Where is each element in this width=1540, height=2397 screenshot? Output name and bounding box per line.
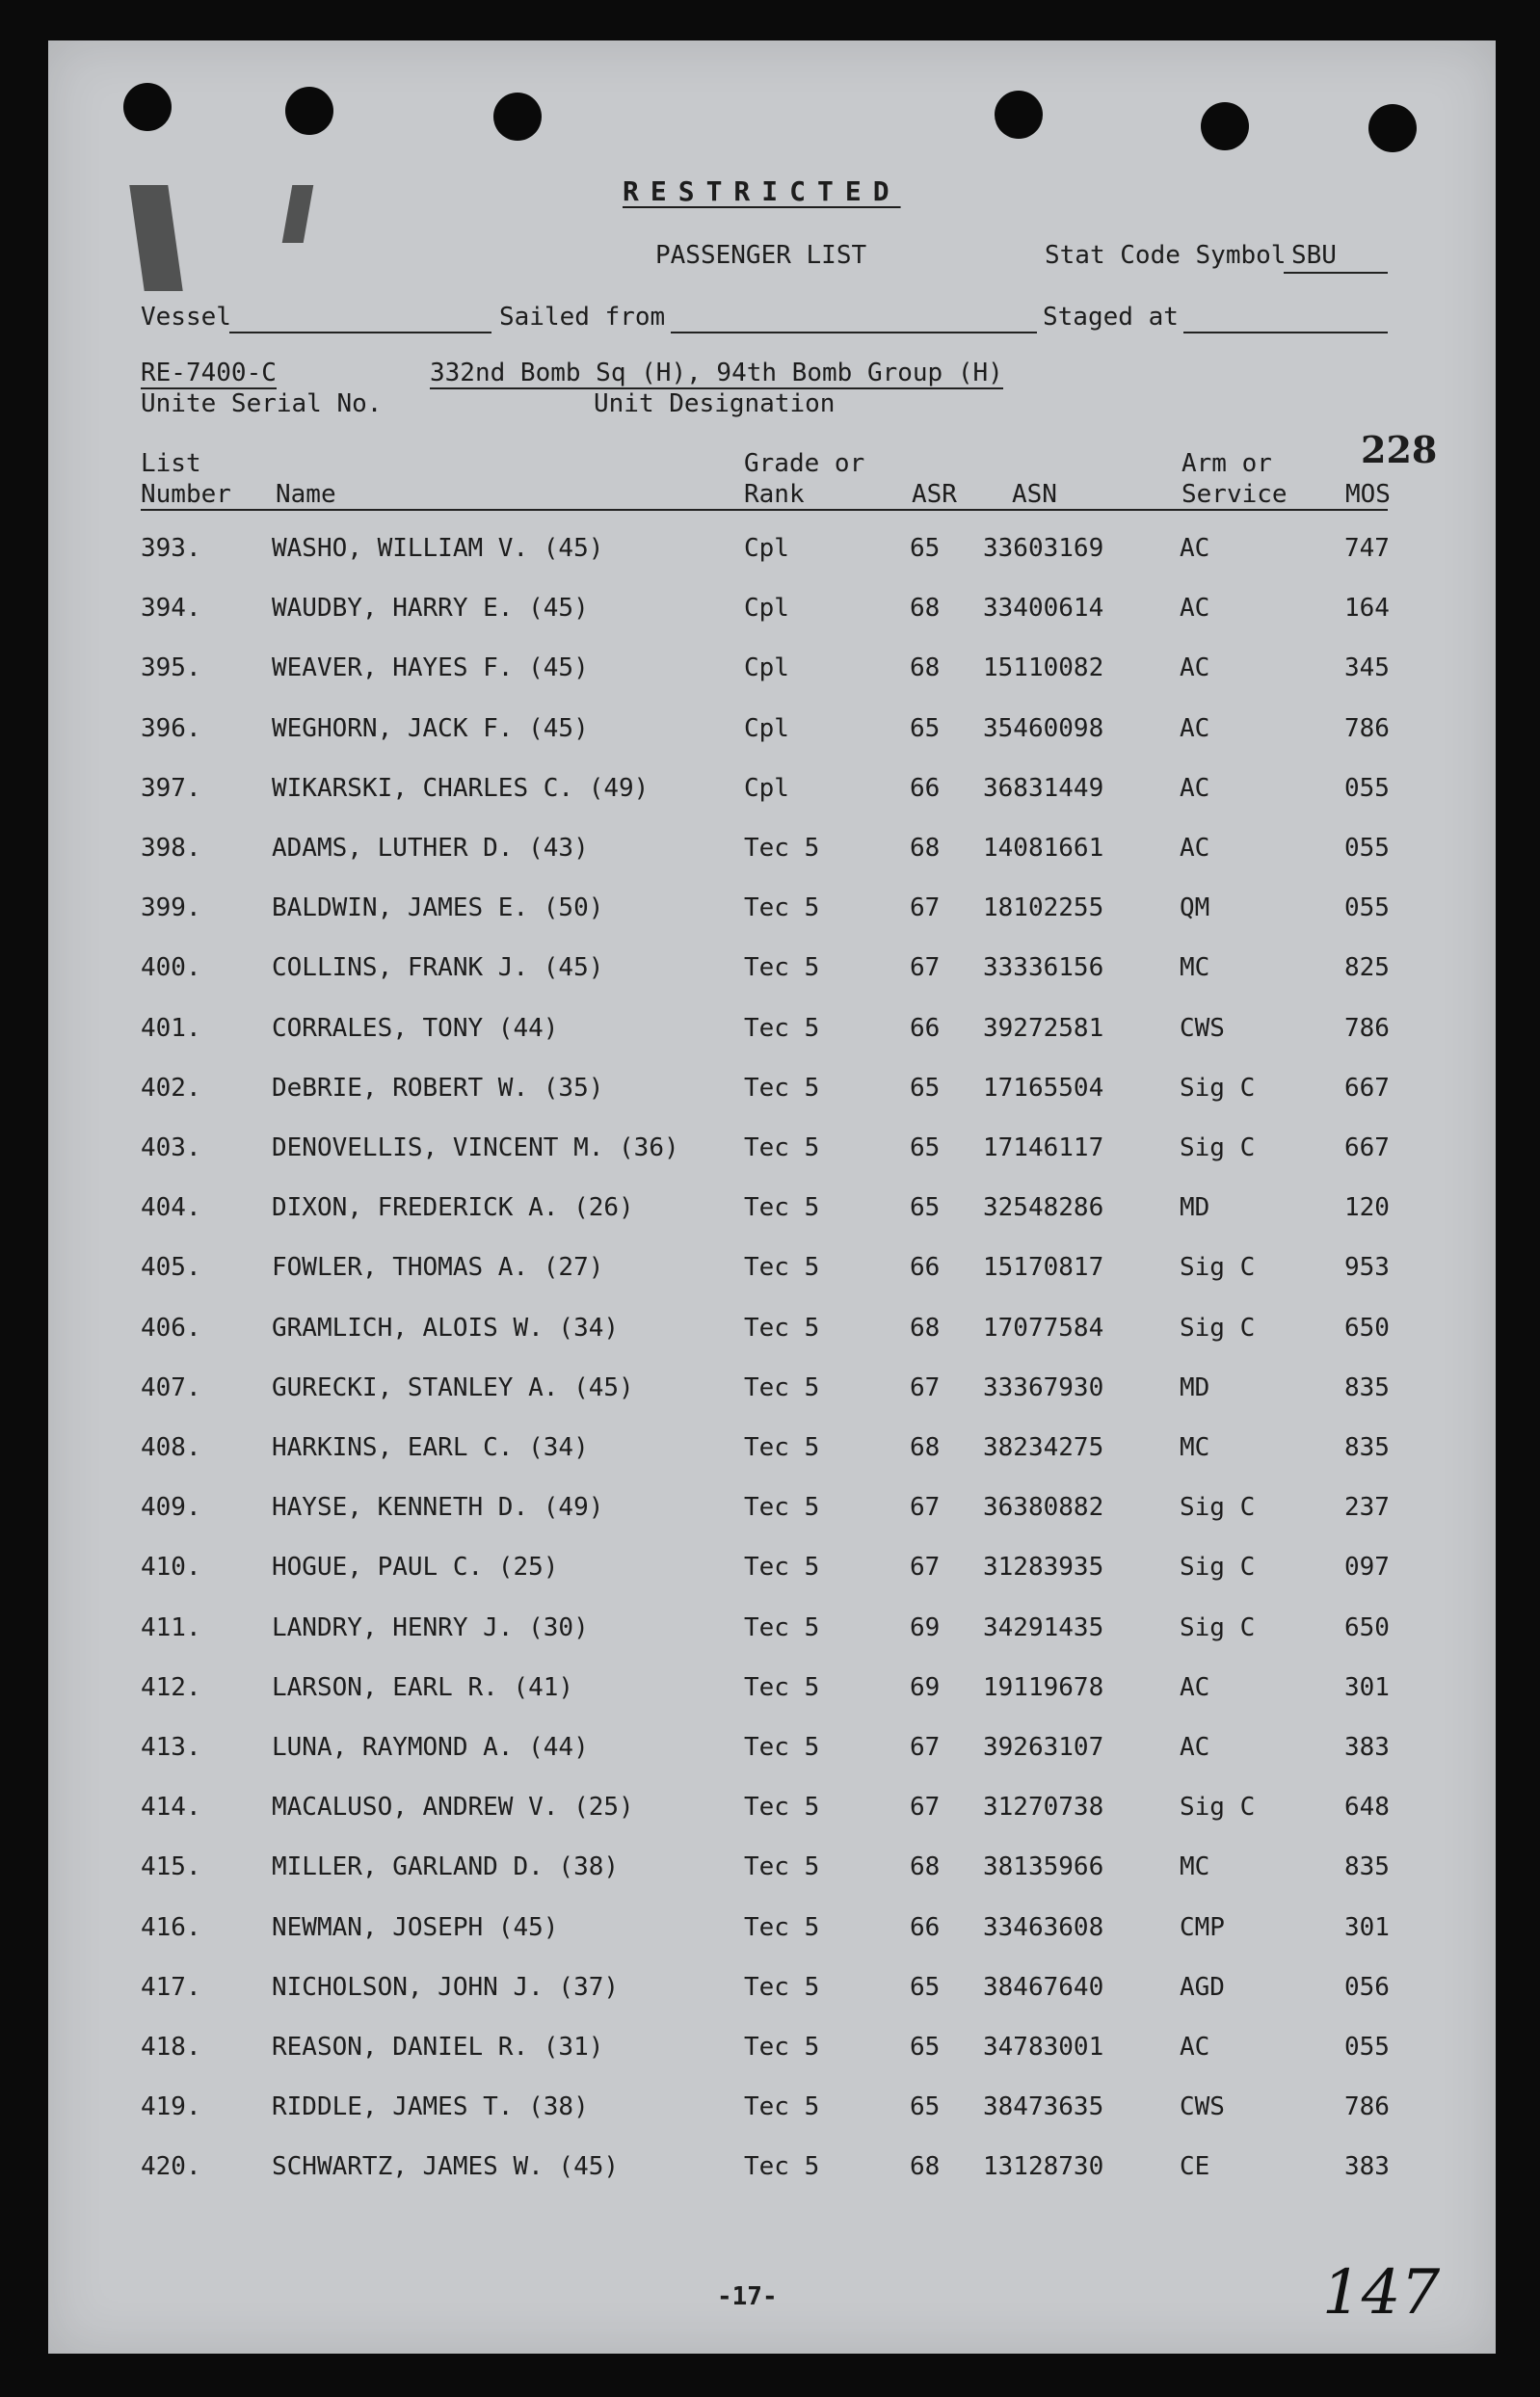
table-row (48, 1133, 1496, 1172)
asr-value: 69 (910, 1612, 941, 1642)
mos-code: 648 (1344, 1793, 1390, 1823)
mos-code: 835 (1344, 1433, 1390, 1462)
passenger-name: LANDRY, HENRY J. (30) (272, 1612, 589, 1642)
arm-service: AGD (1180, 1972, 1225, 2002)
asn-value: 36831449 (983, 773, 1104, 803)
stat-code-underline (1284, 272, 1388, 274)
mos-code: 056 (1344, 1972, 1390, 2002)
asr-value: 68 (910, 1433, 941, 1462)
arm-service: Sig C (1180, 1133, 1256, 1162)
mos-code: 786 (1344, 1013, 1390, 1043)
list-number: 410. (141, 1553, 201, 1583)
table-row (48, 1973, 1496, 2011)
grade-rank: Tec 5 (744, 2033, 820, 2062)
asr-value: 65 (910, 1073, 941, 1103)
punch-hole (285, 87, 333, 135)
passenger-name: HOGUE, PAUL C. (25) (272, 1553, 559, 1583)
unit-serial-label: Unite Serial No. (141, 389, 383, 418)
punch-hole (123, 83, 172, 131)
mos-code: 383 (1344, 2152, 1390, 2182)
passenger-name: RIDDLE, JAMES T. (38) (272, 2092, 589, 2122)
list-number: 419. (141, 2092, 201, 2122)
header-rule (141, 509, 1388, 511)
grade-rank: Tec 5 (744, 1433, 820, 1462)
arm-service: MD (1180, 1372, 1210, 1402)
asn-value: 38234275 (983, 1433, 1104, 1462)
table-row (48, 2033, 1496, 2071)
asn-value: 17146117 (983, 1133, 1104, 1162)
grade-rank: Tec 5 (744, 1372, 820, 1402)
list-number: 415. (141, 1852, 201, 1882)
asr-value: 66 (910, 1013, 941, 1043)
document-page (48, 40, 1496, 2354)
asr-value: 68 (910, 834, 941, 863)
arm-service: Sig C (1180, 1612, 1256, 1642)
asn-value: 39263107 (983, 1733, 1104, 1762)
asr-value: 65 (910, 713, 941, 743)
arm-service: AC (1180, 713, 1210, 743)
unit-serial-number: RE-7400-C (141, 359, 277, 387)
mos-code: 835 (1344, 1372, 1390, 1402)
grade-rank: Tec 5 (744, 1013, 820, 1043)
arm-service: CE (1180, 2152, 1210, 2182)
grade-rank: Tec 5 (744, 893, 820, 923)
scan-smudge (129, 185, 182, 291)
asn-value: 38467640 (983, 1972, 1104, 2002)
passenger-name: FOWLER, THOMAS A. (27) (272, 1253, 604, 1283)
asr-value: 65 (910, 1972, 941, 2002)
arm-service: AC (1180, 534, 1210, 563)
arm-service: Sig C (1180, 1493, 1256, 1523)
col-arm-line2: Service (1182, 480, 1288, 509)
list-number: 402. (141, 1073, 201, 1103)
passenger-name: GURECKI, STANLEY A. (45) (272, 1372, 634, 1402)
arm-service: Sig C (1180, 1553, 1256, 1583)
asn-value: 19119678 (983, 1672, 1104, 1702)
mos-code: 786 (1344, 713, 1390, 743)
table-row (48, 1014, 1496, 1052)
mos-code: 667 (1344, 1133, 1390, 1162)
asr-value: 68 (910, 1852, 941, 1882)
mos-code: 825 (1344, 953, 1390, 983)
list-number: 411. (141, 1612, 201, 1642)
arm-service: Sig C (1180, 1313, 1256, 1343)
table-row (48, 1852, 1496, 1891)
table-row (48, 953, 1496, 992)
grade-rank: Cpl (744, 713, 789, 743)
table-row (48, 594, 1496, 632)
scan-smudge (282, 185, 314, 243)
asr-value: 65 (910, 2033, 941, 2062)
table-row (48, 1733, 1496, 1771)
grade-rank: Cpl (744, 594, 789, 624)
asn-value: 38135966 (983, 1852, 1104, 1882)
asn-value: 15170817 (983, 1253, 1104, 1283)
list-number: 407. (141, 1372, 201, 1402)
col-asr: ASR (912, 480, 957, 509)
arm-service: Sig C (1180, 1793, 1256, 1823)
passenger-name: HAYSE, KENNETH D. (49) (272, 1493, 604, 1523)
arm-service: AC (1180, 594, 1210, 624)
asr-value: 65 (910, 1193, 941, 1223)
table-row (48, 1673, 1496, 1712)
mos-code: 055 (1344, 2033, 1390, 2062)
arm-service: QM (1180, 893, 1210, 923)
grade-rank: Tec 5 (744, 1253, 820, 1283)
asn-value: 33463608 (983, 1912, 1104, 1942)
list-number: 401. (141, 1013, 201, 1043)
punch-hole (1201, 102, 1249, 150)
asn-value: 39272581 (983, 1013, 1104, 1043)
table-row (48, 2092, 1496, 2131)
asn-value: 33603169 (983, 534, 1104, 563)
arm-service: AC (1180, 1733, 1210, 1762)
passenger-name: MACALUSO, ANDREW V. (25) (272, 1793, 634, 1823)
passenger-name: WEAVER, HAYES F. (45) (272, 653, 589, 683)
passenger-name: WASHO, WILLIAM V. (45) (272, 534, 604, 563)
passenger-name: WIKARSKI, CHARLES C. (49) (272, 773, 650, 803)
list-number: 413. (141, 1733, 201, 1762)
table-row (48, 1793, 1496, 1831)
passenger-name: DeBRIE, ROBERT W. (35) (272, 1073, 604, 1103)
passenger-name: MILLER, GARLAND D. (38) (272, 1852, 620, 1882)
grade-rank: Tec 5 (744, 1313, 820, 1343)
asr-value: 67 (910, 1372, 941, 1402)
handwritten-number: 147 (1322, 2257, 1441, 2329)
passenger-name: DIXON, FREDERICK A. (26) (272, 1193, 634, 1223)
col-mos: MOS (1345, 480, 1391, 509)
arm-service: AC (1180, 2033, 1210, 2062)
punch-hole (1368, 104, 1417, 152)
table-row (48, 714, 1496, 753)
grade-rank: Tec 5 (744, 1073, 820, 1103)
passenger-name: SCHWARTZ, JAMES W. (45) (272, 2152, 620, 2182)
asr-value: 67 (910, 893, 941, 923)
asn-value: 14081661 (983, 834, 1104, 863)
asr-value: 65 (910, 534, 941, 563)
asr-value: 69 (910, 1672, 941, 1702)
col-asn: ASN (1012, 480, 1057, 509)
sailed-from-label: Sailed from (499, 303, 666, 332)
sailed-from-blank (671, 332, 1037, 333)
arm-service: Sig C (1180, 1253, 1256, 1283)
table-row (48, 1913, 1496, 1952)
arm-service: MD (1180, 1193, 1210, 1223)
col-grade-line2: Rank (744, 480, 805, 509)
list-number: 394. (141, 594, 201, 624)
stat-code-label: Stat Code Symbol (1045, 241, 1287, 270)
stat-code-value: SBU (1291, 241, 1337, 270)
list-number: 396. (141, 713, 201, 743)
table-row (48, 534, 1496, 573)
col-grade-line1: Grade or (744, 449, 865, 478)
grade-rank: Tec 5 (744, 1793, 820, 1823)
grade-rank: Tec 5 (744, 1493, 820, 1523)
asn-value: 36380882 (983, 1493, 1104, 1523)
asn-value: 38473635 (983, 2092, 1104, 2122)
list-number: 408. (141, 1433, 201, 1462)
mos-code: 747 (1344, 534, 1390, 563)
mos-code: 237 (1344, 1493, 1390, 1523)
passenger-name: HARKINS, EARL C. (34) (272, 1433, 589, 1462)
asr-value: 67 (910, 1733, 941, 1762)
arm-service: AC (1180, 1672, 1210, 1702)
list-number: 403. (141, 1133, 201, 1162)
table-row (48, 1253, 1496, 1292)
arm-service: AC (1180, 773, 1210, 803)
asn-value: 17077584 (983, 1313, 1104, 1343)
asn-value: 33400614 (983, 594, 1104, 624)
passenger-name: NICHOLSON, JOHN J. (37) (272, 1972, 620, 2002)
asn-value: 13128730 (983, 2152, 1104, 2182)
mos-code: 055 (1344, 893, 1390, 923)
table-row (48, 774, 1496, 812)
asn-value: 34783001 (983, 2033, 1104, 2062)
grade-rank: Tec 5 (744, 1852, 820, 1882)
list-number: 420. (141, 2152, 201, 2182)
table-row (48, 834, 1496, 872)
document-title: PASSENGER LIST (655, 241, 867, 270)
passenger-name: LARSON, EARL R. (41) (272, 1672, 574, 1702)
mos-code: 301 (1344, 1912, 1390, 1942)
asr-value: 68 (910, 653, 941, 683)
grade-rank: Tec 5 (744, 1193, 820, 1223)
list-number: 397. (141, 773, 201, 803)
list-number: 417. (141, 1972, 201, 2002)
punch-hole (493, 93, 542, 141)
grade-rank: Tec 5 (744, 1972, 820, 2002)
table-row (48, 1433, 1496, 1472)
mos-code: 667 (1344, 1073, 1390, 1103)
asr-value: 66 (910, 1912, 941, 1942)
table-row (48, 653, 1496, 692)
mos-code: 383 (1344, 1733, 1390, 1762)
asr-value: 68 (910, 1313, 941, 1343)
arm-service: AC (1180, 653, 1210, 683)
table-row (48, 893, 1496, 932)
table-row (48, 1493, 1496, 1531)
mos-code: 345 (1344, 653, 1390, 683)
list-number: 405. (141, 1253, 201, 1283)
table-row (48, 1193, 1496, 1232)
asn-value: 32548286 (983, 1193, 1104, 1223)
list-number: 406. (141, 1313, 201, 1343)
asr-value: 68 (910, 594, 941, 624)
grade-rank: Tec 5 (744, 834, 820, 863)
arm-service: AC (1180, 834, 1210, 863)
grade-rank: Cpl (744, 773, 789, 803)
asn-value: 31283935 (983, 1553, 1104, 1583)
arm-service: CWS (1180, 2092, 1225, 2122)
table-row (48, 1553, 1496, 1591)
mos-code: 835 (1344, 1852, 1390, 1882)
mos-code: 650 (1344, 1313, 1390, 1343)
asr-value: 66 (910, 1253, 941, 1283)
mos-code: 055 (1344, 773, 1390, 803)
asn-value: 18102255 (983, 893, 1104, 923)
asn-value: 31270738 (983, 1793, 1104, 1823)
sheet-number: 228 (1361, 428, 1438, 471)
vessel-blank (229, 332, 491, 333)
grade-rank: Cpl (744, 653, 789, 683)
vessel-label: Vessel (141, 303, 231, 332)
passenger-name: GRAMLICH, ALOIS W. (34) (272, 1313, 620, 1343)
list-number: 398. (141, 834, 201, 863)
asn-value: 15110082 (983, 653, 1104, 683)
staged-at-label: Staged at (1043, 303, 1179, 332)
asr-value: 67 (910, 1553, 941, 1583)
grade-rank: Tec 5 (744, 953, 820, 983)
passenger-name: BALDWIN, JAMES E. (50) (272, 893, 604, 923)
passenger-name: WEGHORN, JACK F. (45) (272, 713, 589, 743)
arm-service: CMP (1180, 1912, 1225, 1942)
asn-value: 17165504 (983, 1073, 1104, 1103)
col-name: Name (276, 480, 336, 509)
list-number: 395. (141, 653, 201, 683)
grade-rank: Tec 5 (744, 2152, 820, 2182)
unit-designation-label: Unit Designation (594, 389, 836, 418)
grade-rank: Tec 5 (744, 1912, 820, 1942)
list-number: 418. (141, 2033, 201, 2062)
staged-at-blank (1183, 332, 1388, 333)
mos-code: 301 (1344, 1672, 1390, 1702)
passenger-name: DENOVELLIS, VINCENT M. (36) (272, 1133, 679, 1162)
asr-value: 67 (910, 953, 941, 983)
passenger-name: NEWMAN, JOSEPH (45) (272, 1912, 559, 1942)
col-list-line2: Number (141, 480, 231, 509)
table-row (48, 1314, 1496, 1352)
table-row (48, 2152, 1496, 2191)
table-row (48, 1373, 1496, 1412)
list-number: 409. (141, 1493, 201, 1523)
mos-code: 120 (1344, 1193, 1390, 1223)
arm-service: MC (1180, 1852, 1210, 1882)
passenger-name: REASON, DANIEL R. (31) (272, 2033, 604, 2062)
list-number: 416. (141, 1912, 201, 1942)
mos-code: 097 (1344, 1553, 1390, 1583)
arm-service: MC (1180, 1433, 1210, 1462)
list-number: 393. (141, 534, 201, 563)
list-number: 399. (141, 893, 201, 923)
mos-code: 953 (1344, 1253, 1390, 1283)
asr-value: 65 (910, 2092, 941, 2122)
grade-rank: Tec 5 (744, 1672, 820, 1702)
mos-code: 055 (1344, 834, 1390, 863)
asn-value: 33367930 (983, 1372, 1104, 1402)
passenger-name: WAUDBY, HARRY E. (45) (272, 594, 589, 624)
asn-value: 33336156 (983, 953, 1104, 983)
table-row (48, 1613, 1496, 1652)
grade-rank: Tec 5 (744, 1733, 820, 1762)
grade-rank: Tec 5 (744, 1553, 820, 1583)
list-number: 404. (141, 1193, 201, 1223)
passenger-name: LUNA, RAYMOND A. (44) (272, 1733, 589, 1762)
punch-hole (995, 91, 1043, 139)
arm-service: MC (1180, 953, 1210, 983)
mos-code: 164 (1344, 594, 1390, 624)
arm-service: Sig C (1180, 1073, 1256, 1103)
mos-code: 786 (1344, 2092, 1390, 2122)
col-list-line1: List (141, 449, 201, 478)
grade-rank: Cpl (744, 534, 789, 563)
list-number: 400. (141, 953, 201, 983)
table-row (48, 1074, 1496, 1112)
mos-code: 650 (1344, 1612, 1390, 1642)
asr-value: 65 (910, 1133, 941, 1162)
classification-heading: RESTRICTED (623, 175, 901, 207)
grade-rank: Tec 5 (744, 1133, 820, 1162)
arm-service: CWS (1180, 1013, 1225, 1043)
passenger-name: ADAMS, LUTHER D. (43) (272, 834, 589, 863)
asr-value: 67 (910, 1493, 941, 1523)
asr-value: 68 (910, 2152, 941, 2182)
passenger-name: CORRALES, TONY (44) (272, 1013, 559, 1043)
asn-value: 34291435 (983, 1612, 1104, 1642)
unit-designation: 332nd Bomb Sq (H), 94th Bomb Group (H) (430, 359, 1003, 387)
page-number: -17- (717, 2282, 778, 2311)
grade-rank: Tec 5 (744, 1612, 820, 1642)
list-number: 414. (141, 1793, 201, 1823)
asr-value: 67 (910, 1793, 941, 1823)
col-arm-line1: Arm or (1182, 449, 1272, 478)
asn-value: 35460098 (983, 713, 1104, 743)
passenger-name: COLLINS, FRANK J. (45) (272, 953, 604, 983)
grade-rank: Tec 5 (744, 2092, 820, 2122)
asr-value: 66 (910, 773, 941, 803)
list-number: 412. (141, 1672, 201, 1702)
